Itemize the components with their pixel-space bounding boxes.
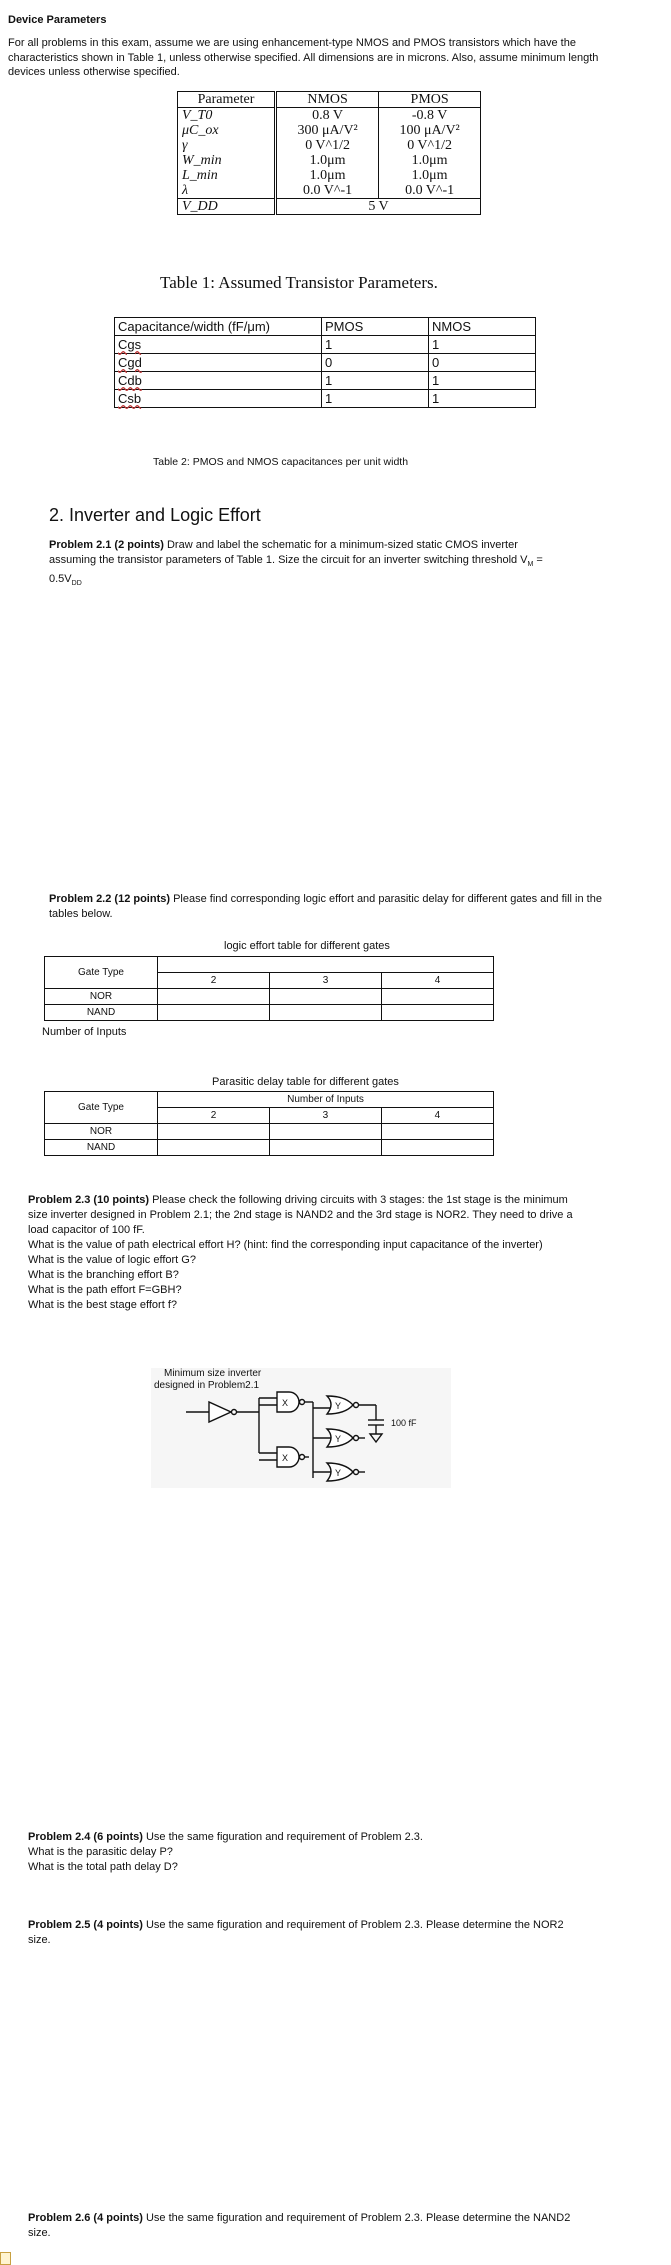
question: What is the path effort F=GBH? [28, 1284, 182, 1296]
answer-cell[interactable] [381, 1124, 493, 1140]
problem-label: Problem 2.5 (4 points) [28, 1919, 143, 1931]
input-count-header: 3 [270, 973, 382, 989]
problem-2-2 [49, 892, 609, 921]
table1-cell: 1.0μm [275, 168, 378, 183]
circuit-schematic [151, 1368, 451, 1488]
input-count-header: 2 [158, 973, 270, 989]
inverter-label-line: designed in Problem2.1 [154, 1380, 260, 1391]
input-count-header: 3 [269, 1108, 381, 1124]
question: What is the best stage effort f? [28, 1299, 177, 1311]
table2-cell: 1 [429, 390, 536, 408]
table1-cell: 0.0 V^-1 [379, 183, 481, 199]
problem-text: Use the same figuration and requirement of Problem 2.3. [142, 1831, 423, 1843]
input-count-header: 2 [158, 1108, 270, 1124]
logic-table-title: logic effort table for different gates [224, 940, 390, 952]
input-count-header: 4 [382, 973, 494, 989]
table1-param: W_min [182, 153, 222, 168]
table2-cell: 1 [429, 336, 536, 354]
problem-2-4-intro [28, 1830, 588, 1845]
table2-cell: 1 [322, 372, 429, 390]
answer-cell[interactable] [270, 989, 382, 1005]
parasitic-table-title: Parasitic delay table for different gates [212, 1076, 399, 1088]
problem-text: = 0.5V [49, 553, 543, 586]
answer-cell[interactable] [382, 989, 494, 1005]
subscript-dd: DD [71, 580, 82, 588]
table2-cell: 1 [429, 372, 536, 390]
table2-cell: 1 [322, 336, 429, 354]
table2-header: Capacitance/width (fF/μm) [115, 318, 322, 336]
table1-cell: 1.0μm [379, 168, 481, 183]
subscript-m: M [527, 560, 534, 568]
table2-cell: 1 [322, 390, 429, 408]
table2-label: Cgs [115, 336, 322, 354]
table1-param: V_T0 [182, 108, 213, 123]
answer-cell[interactable] [269, 1124, 381, 1140]
table1-cell: 300 μA/V² [275, 123, 378, 138]
nor-label: Y [335, 1401, 342, 1411]
table1-vdd-value: 5 V [275, 199, 480, 215]
problem-text: Use the same figuration and requirement of Problem 2.3. Please determine the NAND2 size. [28, 2212, 571, 2239]
logic-effort-table [44, 956, 494, 1021]
input-count-header: 4 [381, 1108, 493, 1124]
empty-cell [158, 957, 494, 973]
answer-cell[interactable] [381, 1140, 493, 1156]
table1-param: λ [182, 183, 189, 198]
table1-header: Parameter [178, 92, 276, 108]
problem-2-4 [28, 1830, 588, 1875]
circuit-diagram [151, 1368, 451, 1488]
problem-2-3-intro [28, 1193, 588, 1238]
table1-param: L_min [182, 168, 218, 183]
table1-header: NMOS [275, 92, 378, 108]
table1-cell: 0 V^1/2 [275, 138, 378, 153]
inputs-label: Number of Inputs [158, 1092, 494, 1108]
nand-label: X [282, 1398, 289, 1408]
table2-label: Cgd [115, 354, 322, 372]
problem-2-5 [28, 1918, 588, 1948]
problem-text: Please find corresponding logic effort and parasitic delay for different gates and fill in the tables below. [49, 893, 602, 920]
table2-label: Cdb [115, 372, 322, 390]
answer-cell[interactable] [382, 1005, 494, 1021]
table2-header: PMOS [322, 318, 429, 336]
number-of-inputs-label: Number of Inputs [42, 1026, 127, 1038]
section-heading: Device Parameters [8, 14, 107, 26]
ground-icon [370, 1434, 382, 1442]
problem-label: Problem 2.6 (4 points) [28, 2212, 143, 2224]
gate-row-label: NAND [45, 1005, 158, 1021]
inverter-gate-icon [209, 1402, 231, 1422]
table1-cell: -0.8 V [379, 108, 481, 124]
answer-cell[interactable] [270, 1005, 382, 1021]
table2-cell: 0 [322, 354, 429, 372]
comment-marker-icon[interactable] [0, 2252, 11, 2265]
problem-2-1 [49, 538, 549, 592]
nand-label: X [282, 1453, 289, 1463]
table1-cell: 100 μA/V² [379, 123, 481, 138]
table2-label: Csb [115, 390, 322, 408]
intro-paragraph: For all problems in this exam, assume we are using enhancement-type NMOS and PMOS transistors which have the characteristics shown in Table 1, unless otherwise specified. All dimensions are in microns. Also, assume minimum length devices unless otherwise specified. [8, 37, 599, 78]
table1-cell: 0 V^1/2 [379, 138, 481, 153]
problem-2-6 [28, 2211, 588, 2241]
table1-cell: 1.0μm [379, 153, 481, 168]
table1-param: V_DD [178, 199, 276, 215]
table1-param: μC_ox [182, 123, 219, 138]
nor-label: Y [335, 1434, 342, 1444]
table2-header: NMOS [429, 318, 536, 336]
problem-text: Please check the following driving circuits with 3 stages: the 1st stage is the minimum size inverter designed in Problem 2.1; the 2nd stage is NAND2 and the 3rd stage is NOR2. They need to drive a load capacitor of 100 fF. [28, 1194, 573, 1236]
table2-cell: 0 [429, 354, 536, 372]
section2-heading: 2. Inverter and Logic Effort [49, 505, 261, 525]
gate-type-header: Gate Type [45, 1092, 158, 1124]
question: What is the value of path electrical effort H? (hint: find the corresponding input capacitance of the inverter) [28, 1239, 543, 1251]
problem-text: Draw and label the schematic for a minimum-sized static CMOS inverter assuming the transistor parameters of Table 1. Size the circuit for an inverter switching threshold V [49, 539, 528, 566]
nor-label: Y [335, 1468, 342, 1478]
problem-label: Problem 2.3 (10 points) [28, 1194, 150, 1206]
question: What is the total path delay D? [28, 1861, 178, 1873]
gate-type-header: Gate Type [45, 957, 158, 989]
table1-cell: 1.0μm [275, 153, 378, 168]
answer-cell[interactable] [158, 1124, 270, 1140]
problem-label: Problem 2.1 (2 points) [49, 539, 164, 551]
load-capacitance-label: 100 fF [391, 1418, 417, 1428]
problem-label: Problem 2.4 (6 points) [28, 1831, 143, 1843]
question: What is the parasitic delay P? [28, 1846, 173, 1858]
table1-header: PMOS [379, 92, 481, 108]
table1-cell: 0.0 V^-1 [275, 183, 378, 199]
problem-2-3 [28, 1193, 588, 1313]
parasitic-delay-table [44, 1091, 494, 1156]
transistor-parameter-table [177, 91, 481, 215]
gate-row-label: NOR [45, 1124, 158, 1140]
problem-text: Use the same figuration and requirement of Problem 2.3. Please determine the NOR2 size. [28, 1919, 564, 1946]
table2-caption: Table 2: PMOS and NMOS capacitances per unit width [153, 456, 409, 468]
question: What is the branching effort B? [28, 1269, 179, 1281]
inverter-label-line: Minimum size inverter [164, 1368, 262, 1379]
table1-cell: 0.8 V [275, 108, 378, 124]
table1-caption: Table 1: Assumed Transistor Parameters. [160, 273, 438, 292]
problem-label: Problem 2.2 (12 points) [49, 893, 171, 905]
question: What is the value of logic effort G? [28, 1254, 196, 1266]
answer-cell[interactable] [158, 1005, 270, 1021]
answer-cell[interactable] [158, 989, 270, 1005]
answer-cell[interactable] [269, 1140, 381, 1156]
table1-param: γ [182, 138, 188, 153]
gate-row-label: NAND [45, 1140, 158, 1156]
answer-cell[interactable] [158, 1140, 270, 1156]
capacitance-table [114, 317, 536, 408]
gate-row-label: NOR [45, 989, 158, 1005]
